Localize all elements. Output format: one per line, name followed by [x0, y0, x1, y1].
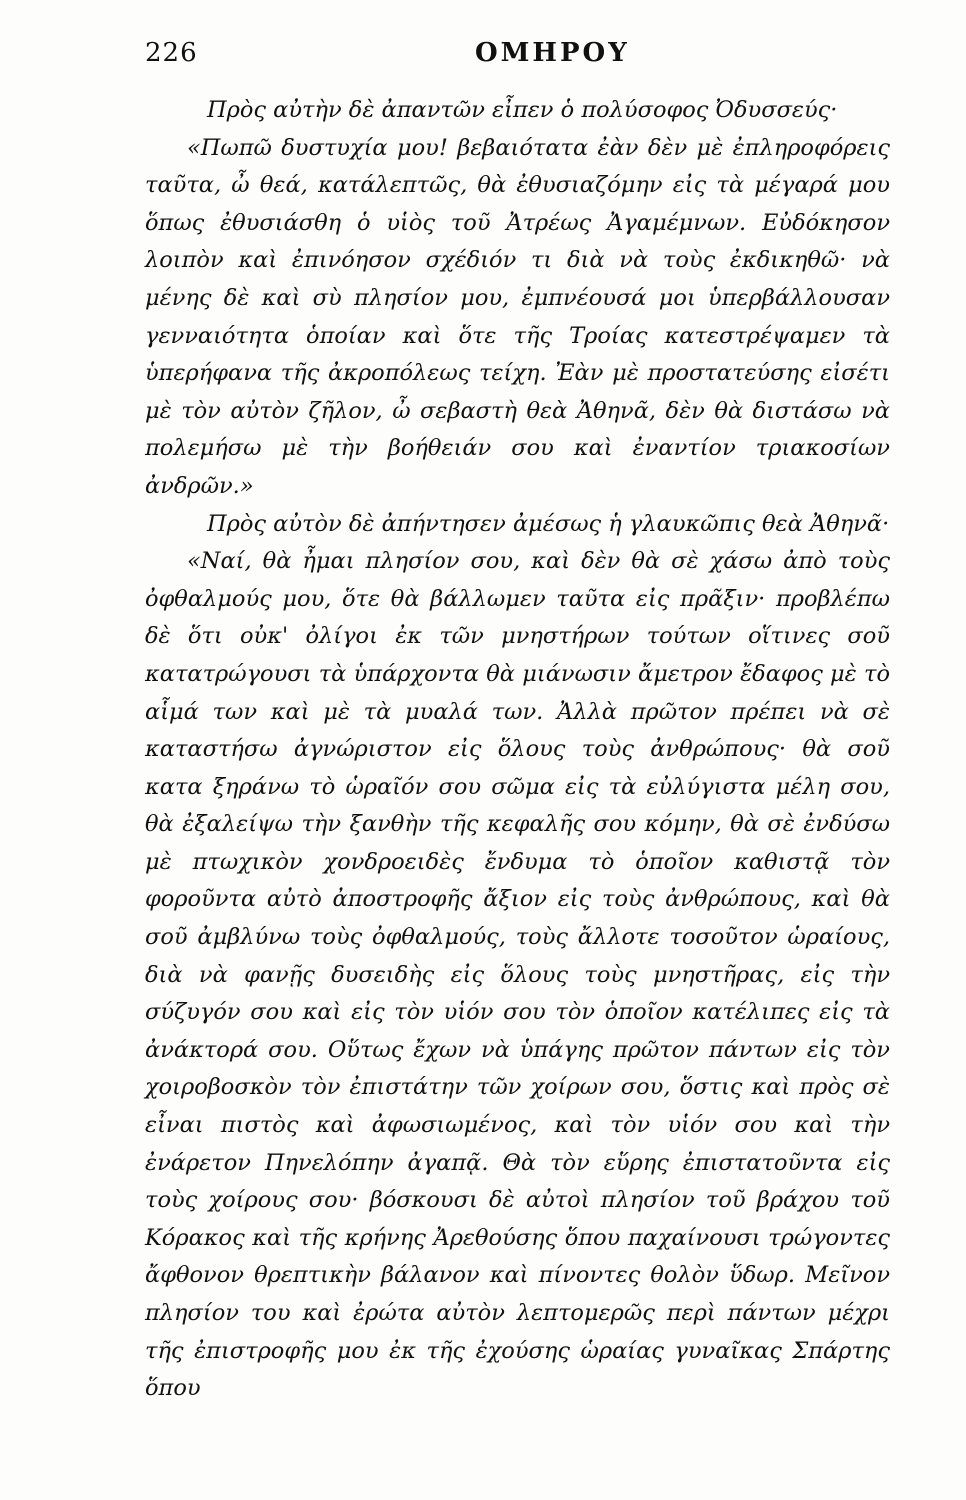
paragraph-odysseus-speech: «Πωπῶ δυστυχία μου! βεβαιότατα ἐὰν δὲν μὲ ἐπληροφόρεις ταῦτα, ὦ θεά, κατάλεπτῶς, θὰ ἐθυσιαζόμην εἰς τὰ μέγαρά μου ὅπως ἐθυσιάσθη ὁ υἱὸς τοῦ Ἀτρέως Ἀγαμέμνων. Εὐδόκησον λοιπὸν καὶ ἐπινόησον σχέδιόν τι διὰ νὰ τοὺς ἐκδικηθῶ· νὰ μένης δὲ καὶ σὺ πλησίον μου, ἐμπνέουσά μοι ὑπερβάλλουσαν γενναιότητα ὁποίαν καὶ ὅτε τῆς Τροίας κατεστρέψαμεν τὰ ὑπερήφανα τῆς ἀκροπόλεως τείχη. Ἐὰν μὲ προστατεύσης εἰσέτι μὲ τὸν αὐτὸν ζῆλον, ὦ σεβαστὴ θεὰ Ἀθηνᾶ, δὲν θὰ διστάσω νὰ πολεμήσω μὲ τὴν βοήθειάν σου καὶ ἐναντίον τριακοσίων ἀνδρῶν.» — [145, 134, 890, 499]
paragraph-athena-speech: «Ναί, θὰ ἦμαι πλησίον σου, καὶ δὲν θὰ σὲ χάσω ἀπὸ τοὺς ὀφθαλμούς μου, ὅτε θὰ βάλλωμεν ταῦτα εἰς πρᾶξιν· προβλέπω δὲ ὅτι οὐκ' ὀλίγοι ἐκ τῶν μνηστήρων τούτων οἵτινες σοῦ κατατρώγουσι τὰ ὑπάρχοντα θὰ μιάνωσιν ἄμετρον ἔδαφος μὲ τὸ αἷμά των καὶ μὲ τὰ μυαλά των. Ἀλλὰ πρῶτον πρέπει νὰ σὲ καταστήσω ἀγνώριστον εἰς ὅλους τοὺς ἀνθρώπους· θὰ σοῦ κατα ξηράνω τὸ ὡραῖόν σου σῶμα εἰς τὰ εὐλύγιστα μέλη σου, θὰ ἐξαλείψω τὴν ξανθὴν τῆς κεφαλῆς σου κόμην, θὰ σὲ ἐνδύσω μὲ πτωχικὸν χονδροειδὲς ἔνδυμα τὸ ὁποῖον καθιστᾷ τὸν φοροῦντα αὐτὸ ἀποστροφῆς ἄξιον εἰς τοὺς ἀνθρώπους, καὶ θὰ σοῦ ἀμβλύνω τοὺς ὀφθαλμούς, τοὺς ἄλλοτε τοσοῦτον ὡραίους, διὰ νὰ φανῇς δυσειδὴς εἰς ὅλους τοὺς μνηστῆρας, εἰς τὴν σύζυγόν σου καὶ εἰς τὸν υἱόν σου τὸν ὁποῖον κατέλιπες εἰς τὰ ἀνάκτορά σου. Οὕτως ἔχων νὰ ὑπάγης πρῶτον πάντων εἰς τὸν χοιροβοσκὸν τὸν ἐπιστάτην τῶν χοίρων σου, ὅστις καὶ πρὸς σὲ εἶναι πιστὸς καὶ ἀφωσιωμένος, καὶ τὸν υἱόν σου καὶ τὴν ἐνάρετον Πηνελόπην ἀγαπᾷ. Θὰ τὸν εὕρης ἐπιστατοῦντα εἰς τοὺς χοίρους σου· βόσκουσι δὲ αὐτοὶ πλησίον τοῦ βράχου τοῦ Κόρακος καὶ τῆς κρήνης Ἀρεθούσης ὅπου παχαίνουσι τρώγοντες ἄφθονον θρεπτικὴν βάλανον καὶ πίνοντες θολὸν ὕδωρ. Μεῖνον πλησίον του καὶ ἐρώτα αὐτὸν λεπτομερῶς περὶ πάντων μέχρι τῆς ἐπιστροφῆς μου ἐκ τῆς ἐχούσης ὡραίας γυναῖκας Σπάρτης ὅπου — [145, 548, 890, 1402]
page-number: 226 — [145, 38, 198, 68]
page-header — [145, 38, 890, 78]
running-head: ΟΜΗΡΟΥ — [475, 38, 630, 68]
body-text — [145, 92, 890, 1408]
paragraph-narration-1: Πρὸς αὐτὴν δὲ ἀπαντῶν εἶπεν ὁ πολύσοφος Ὀδυσσεύς· — [207, 97, 838, 123]
paragraph-narration-2: Πρὸς αὐτὸν δὲ ἀπήντησεν ἀμέσως ἡ γλαυκῶπις θεὰ Ἀθηνᾶ· — [207, 510, 890, 537]
